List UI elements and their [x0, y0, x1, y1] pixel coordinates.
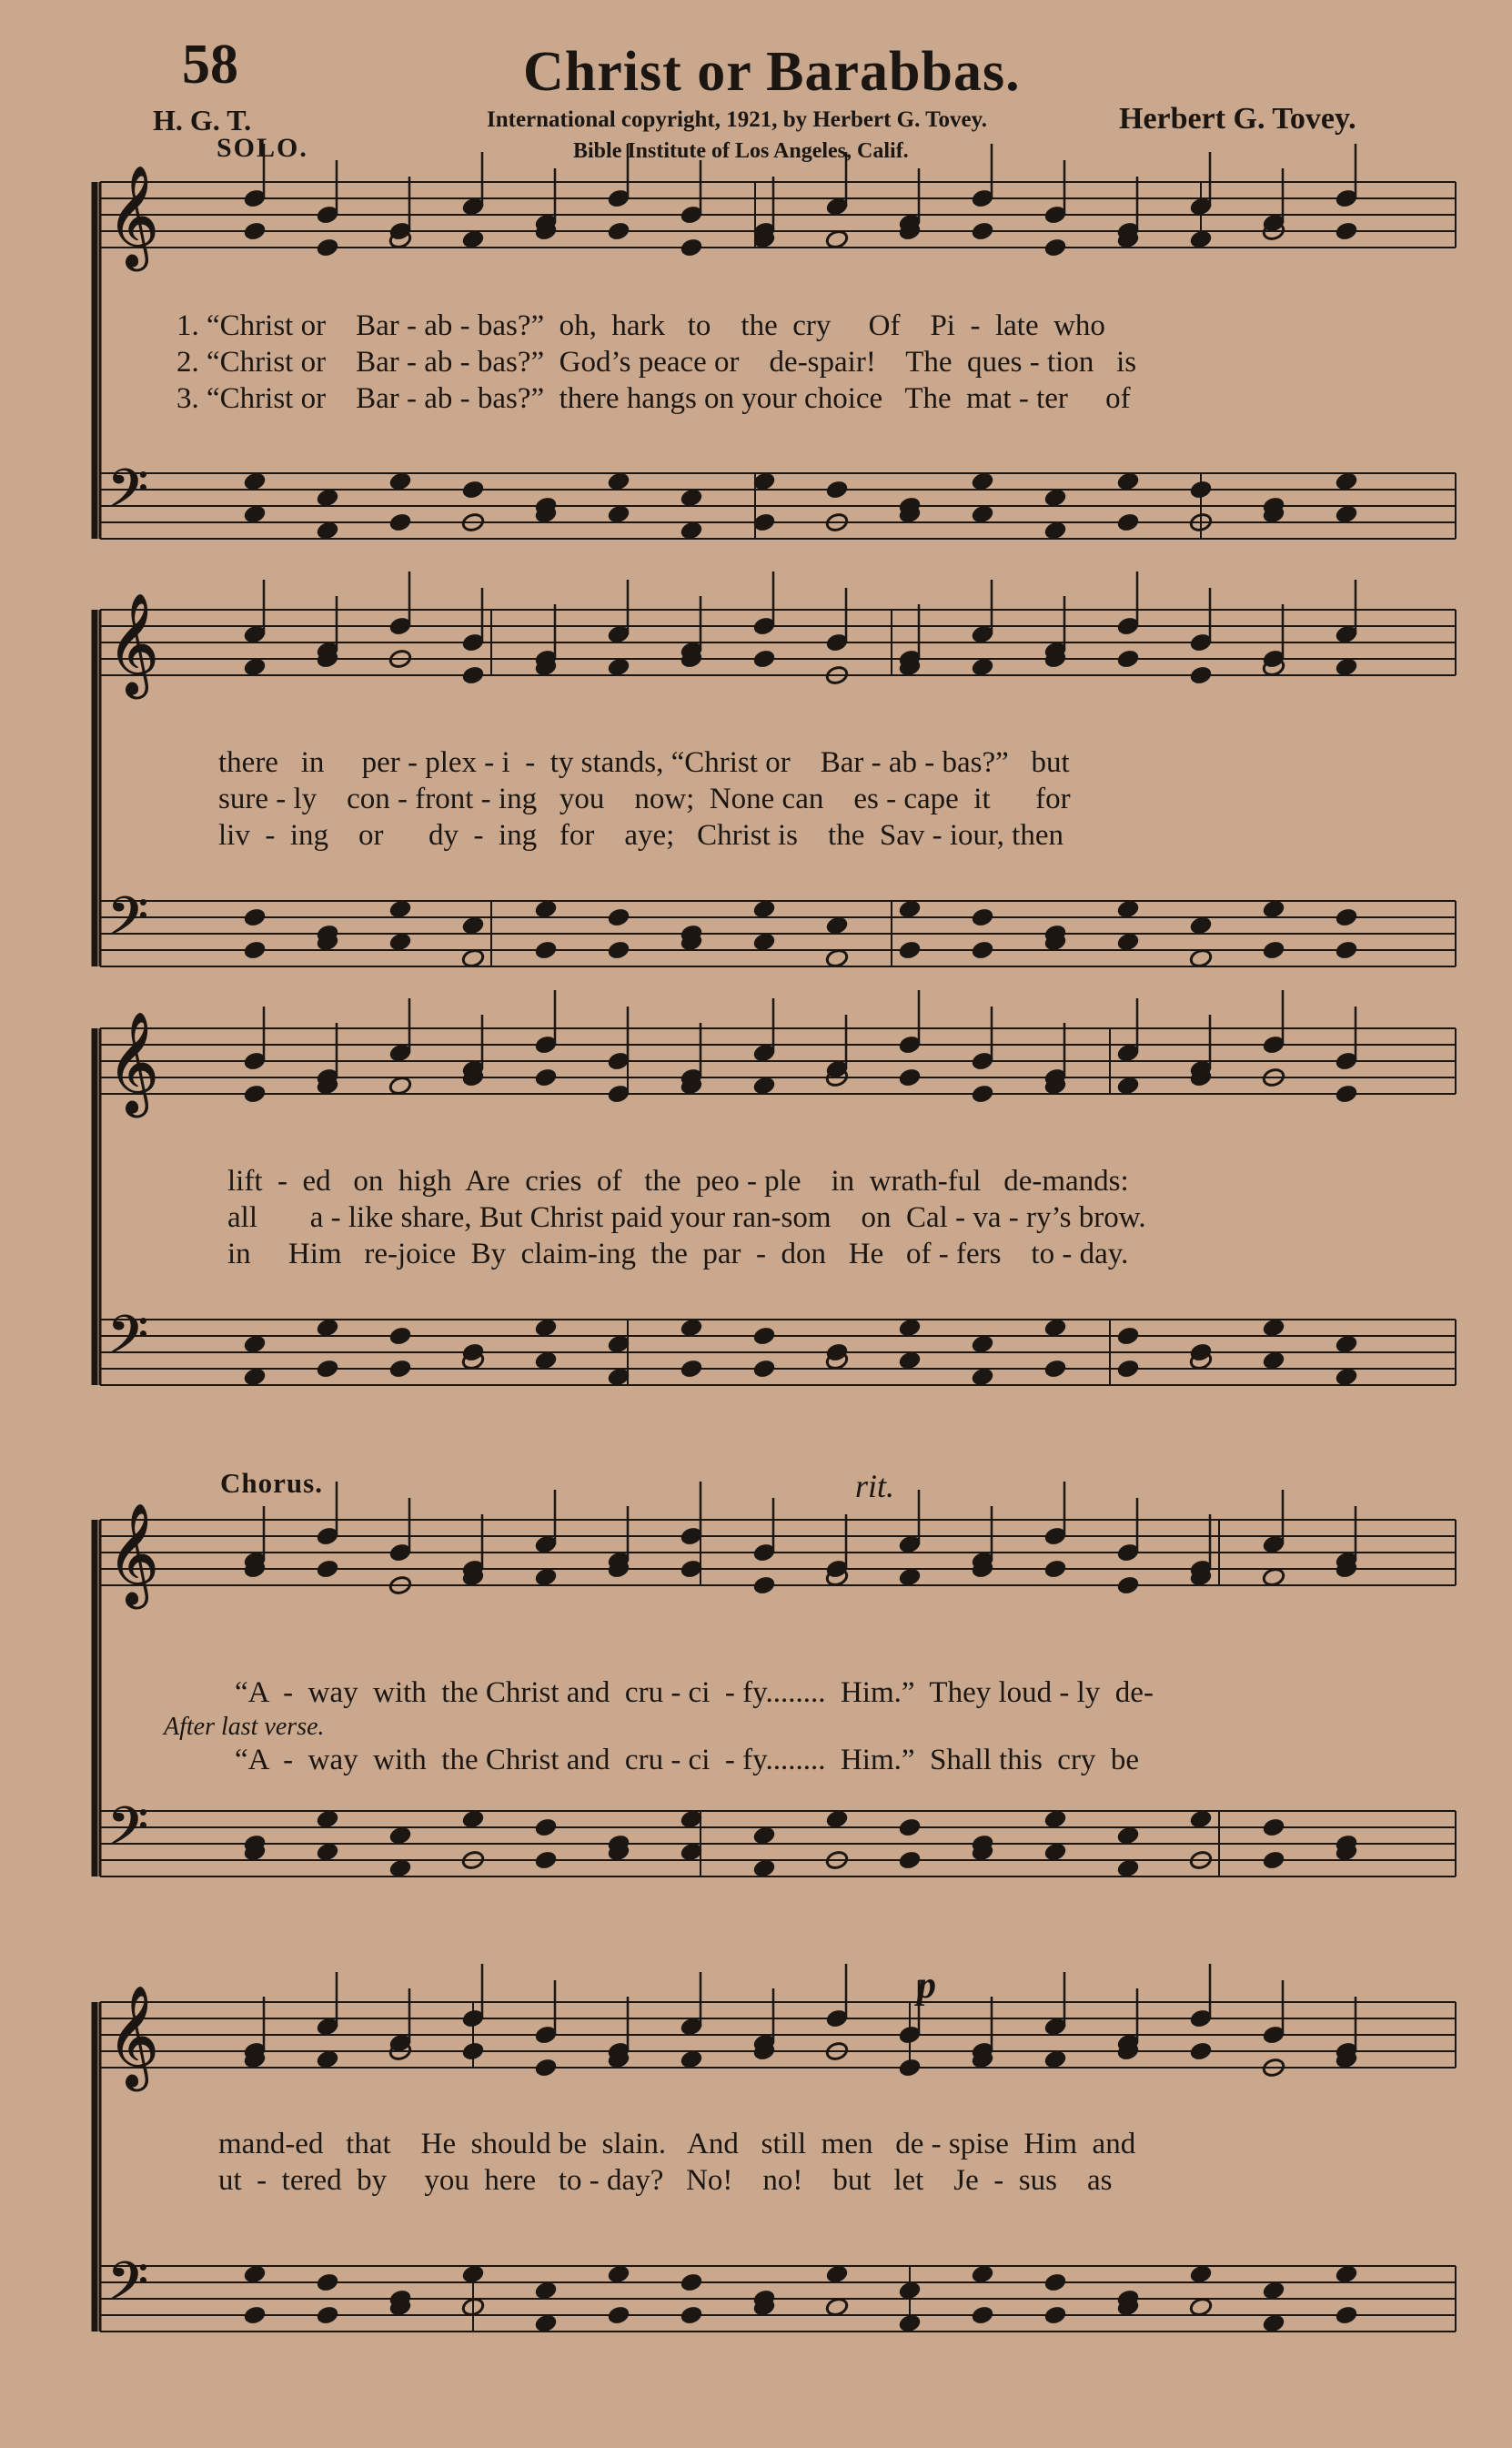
note-head — [898, 1350, 922, 1371]
note-head — [243, 471, 267, 492]
note-head — [388, 932, 412, 953]
note-head — [316, 1359, 339, 1380]
system1-verse1: 1. “Christ or Bar - ab - bas?” oh, hark to the cry Of Pi - late who — [176, 309, 1105, 342]
note-head — [316, 238, 339, 258]
note-head — [680, 238, 703, 258]
note-head — [1189, 2041, 1213, 2062]
note-head — [825, 480, 849, 501]
note-head — [1262, 940, 1285, 961]
note-head — [316, 1809, 339, 1830]
chorus-label: Chorus. — [220, 1467, 323, 1499]
note-head — [752, 1326, 776, 1347]
note-head — [971, 940, 994, 961]
note-head — [1335, 221, 1358, 242]
note-head — [388, 1326, 412, 1347]
note-head — [1335, 657, 1358, 678]
note-head — [461, 915, 485, 936]
note-head — [1335, 907, 1358, 928]
note-head — [1335, 471, 1358, 492]
note-head — [316, 1842, 339, 1863]
note-head — [752, 1359, 776, 1380]
note-head — [971, 657, 994, 678]
note-head — [971, 907, 994, 928]
note-head — [316, 1318, 339, 1339]
ritardando-marking: rit. — [855, 1468, 895, 1504]
note-head — [607, 2305, 630, 2326]
note-head — [898, 2281, 922, 2301]
note-head — [1189, 2297, 1213, 2318]
note-head — [243, 221, 267, 242]
note-head — [243, 504, 267, 525]
note-head — [1335, 2264, 1358, 2285]
note-head — [1043, 488, 1067, 509]
note-head — [1335, 504, 1358, 525]
system1-verse2: 2. “Christ or Bar - ab - bas?” God’s peace or de-spair! The ques - tion is — [176, 346, 1137, 379]
note-head — [971, 1084, 994, 1105]
note-head — [898, 2058, 922, 2079]
dynamic-marking: p — [917, 1965, 936, 2007]
note-head — [680, 521, 703, 541]
note-head — [461, 2041, 485, 2062]
note-head — [1335, 1084, 1358, 1105]
note-head — [1189, 948, 1213, 969]
system2-verse2: sure - ly con - front - ing you now; None can es - cape it for — [218, 783, 1071, 815]
composer-credit: Herbert G. Tovey. — [1119, 102, 1356, 136]
note-head — [534, 2313, 558, 2334]
note-head — [534, 1567, 558, 1588]
note-head — [1262, 1318, 1285, 1339]
note-head — [898, 1567, 922, 1588]
note-head — [1043, 521, 1067, 541]
note-head — [1116, 471, 1140, 492]
lyricist-credit: H. G. T. — [153, 104, 252, 137]
note-head — [461, 480, 485, 501]
note-head — [607, 657, 630, 678]
note-head — [316, 1559, 339, 1580]
note-head — [243, 657, 267, 678]
note-head — [1043, 2305, 1067, 2326]
hymn-title: Christ or Barabbas. — [523, 41, 1021, 103]
note-head — [752, 899, 776, 920]
note-head — [680, 1359, 703, 1380]
system2-verse3: liv - ing or dy - ing for aye; Christ is the Sav - iour, then — [218, 819, 1063, 852]
bass-clef-icon: 𝄢 — [107, 1796, 149, 1870]
note-head — [752, 649, 776, 670]
note-head — [752, 932, 776, 953]
note-head — [461, 948, 485, 969]
treble-clef-icon: 𝄞 — [107, 1011, 159, 1113]
note-head — [1335, 1367, 1358, 1388]
note-head — [898, 940, 922, 961]
note-head — [1043, 1842, 1067, 1863]
note-head — [1189, 1809, 1213, 1830]
note-head — [825, 1809, 849, 1830]
note-head — [243, 940, 267, 961]
note-head — [898, 1850, 922, 1871]
note-head — [388, 1826, 412, 1846]
note-head — [898, 899, 922, 920]
system4-final-line: “A - way with the Christ and cru - ci - fy........ Him.” Shall this cry be — [235, 1744, 1140, 1776]
note-head — [1116, 512, 1140, 533]
note-head — [825, 2264, 849, 2285]
note-head — [243, 907, 267, 928]
note-head — [534, 2281, 558, 2301]
note-head — [607, 940, 630, 961]
note-head — [461, 229, 485, 250]
note-head — [1335, 1334, 1358, 1355]
note-head — [1262, 1567, 1285, 1588]
note-head — [971, 1367, 994, 1388]
note-head — [534, 1067, 558, 1088]
note-head — [1262, 2313, 1285, 2334]
note-head — [1043, 238, 1067, 258]
note-head — [607, 907, 630, 928]
note-head — [825, 915, 849, 936]
note-head — [825, 948, 849, 969]
note-head — [971, 2264, 994, 2285]
note-head — [825, 2297, 849, 2318]
note-head — [243, 2305, 267, 2326]
note-head — [534, 940, 558, 961]
note-head — [680, 488, 703, 509]
note-head — [1116, 1326, 1140, 1347]
note-head — [680, 1318, 703, 1339]
note-head — [825, 229, 849, 250]
note-head — [388, 899, 412, 920]
note-head — [971, 221, 994, 242]
system5-line2: ut - tered by you here to - day? No! no! but let Je - sus as — [218, 2164, 1113, 2197]
treble-clef-icon: 𝄞 — [107, 165, 159, 267]
note-head — [1335, 2305, 1358, 2326]
note-head — [243, 1334, 267, 1355]
note-head — [534, 1850, 558, 1871]
note-head — [1189, 915, 1213, 936]
note-head — [461, 1809, 485, 1830]
treble-clef-icon: 𝄞 — [107, 1985, 159, 2087]
system1-verse3: 3. “Christ or Bar - ab - bas?” there hangs on your choice The mat - ter of — [176, 382, 1131, 415]
note-head — [898, 1817, 922, 1838]
system3-verse2: all a - like share, But Christ paid your ran-som on Cal - va - ry’s brow. — [227, 1201, 1146, 1234]
note-head — [534, 1817, 558, 1838]
note-head — [1043, 1359, 1067, 1380]
note-head — [1262, 1817, 1285, 1838]
note-head — [752, 1826, 776, 1846]
part-label: SOLO. — [217, 133, 308, 163]
note-head — [243, 2264, 267, 2285]
note-head — [607, 221, 630, 242]
note-head — [1116, 649, 1140, 670]
note-head — [1335, 940, 1358, 961]
note-head — [388, 512, 412, 533]
note-head — [971, 2305, 994, 2326]
note-head — [1043, 2049, 1067, 2070]
note-head — [534, 2058, 558, 2079]
note-head — [1116, 1575, 1140, 1596]
note-head — [243, 1367, 267, 1388]
note-head — [1043, 1809, 1067, 1830]
note-head — [316, 488, 339, 509]
note-head — [388, 471, 412, 492]
note-head — [1116, 932, 1140, 953]
note-head — [752, 1575, 776, 1596]
note-head — [316, 2049, 339, 2070]
copyright-line-1: International copyright, 1921, by Herbert G. Tovey. — [487, 107, 987, 132]
note-head — [1262, 1850, 1285, 1871]
bass-clef-icon: 𝄢 — [107, 885, 149, 960]
note-head — [607, 504, 630, 525]
note-head — [1189, 2264, 1213, 2285]
note-head — [1262, 2281, 1285, 2301]
hymn-number: 58 — [182, 34, 238, 96]
system3-verse1: lift - ed on high Are cries of the peo - ple in wrath-ful de-mands: — [227, 1165, 1129, 1198]
note-head — [971, 504, 994, 525]
note-head — [388, 1359, 412, 1380]
note-head — [898, 2313, 922, 2334]
system4-chorus-line: “A - way with the Christ and cru - ci - fy........ Him.” They loud - ly de- — [235, 1676, 1154, 1709]
note-head — [534, 1350, 558, 1371]
note-head — [898, 1067, 922, 1088]
note-head — [1043, 1318, 1067, 1339]
note-head — [1043, 1559, 1067, 1580]
system5-line1: mand-ed that He should be slain. And still men de - spise Him and — [218, 2128, 1136, 2160]
note-head — [1189, 229, 1213, 250]
note-head — [461, 2264, 485, 2285]
after-last-verse-label: After last verse. — [164, 1713, 325, 1741]
note-head — [1189, 480, 1213, 501]
note-head — [1189, 665, 1213, 686]
note-head — [752, 1858, 776, 1879]
note-head — [316, 521, 339, 541]
note-head — [461, 665, 485, 686]
note-head — [534, 1318, 558, 1339]
note-head — [388, 1076, 412, 1097]
note-head — [1116, 1826, 1140, 1846]
note-head — [1262, 1350, 1285, 1371]
note-head — [607, 2264, 630, 2285]
note-head — [680, 2049, 703, 2070]
note-head — [971, 1334, 994, 1355]
note-head — [1116, 1076, 1140, 1097]
note-head — [316, 2272, 339, 2293]
note-head — [607, 471, 630, 492]
copyright-line-2: Bible Institute of Los Angeles, Calif. — [573, 139, 909, 163]
bass-clef-icon: 𝄢 — [107, 1304, 149, 1379]
note-head — [316, 2305, 339, 2326]
system3-verse3: in Him re-joice By claim-ing the par - don He of - fers to - day. — [227, 1238, 1129, 1270]
note-head — [971, 471, 994, 492]
bass-clef-icon: 𝄢 — [107, 458, 149, 532]
note-head — [752, 1076, 776, 1097]
treble-clef-icon: 𝄞 — [107, 1502, 159, 1604]
note-head — [1262, 899, 1285, 920]
system2-verse1: there in per - plex - i - ty stands, “Christ or Bar - ab - bas?” but — [218, 746, 1070, 779]
note-head — [243, 1084, 267, 1105]
note-head — [388, 1858, 412, 1879]
note-head — [1116, 1858, 1140, 1879]
note-head — [898, 1318, 922, 1339]
note-head — [680, 2272, 703, 2293]
note-head — [1116, 899, 1140, 920]
note-head — [680, 2305, 703, 2326]
note-head — [534, 899, 558, 920]
bass-clef-icon: 𝄢 — [107, 2251, 149, 2325]
note-head — [1116, 1359, 1140, 1380]
treble-clef-icon: 𝄞 — [107, 592, 159, 694]
note-head — [1043, 2272, 1067, 2293]
